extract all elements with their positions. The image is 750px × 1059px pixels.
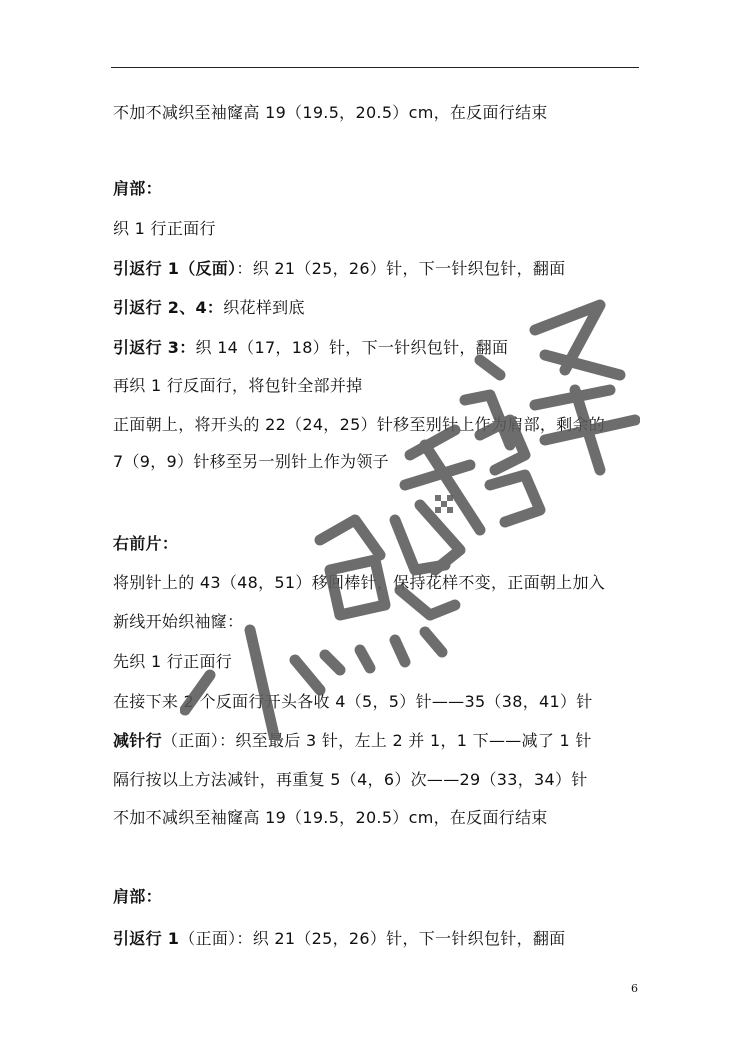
instruction-label: 引返行 3： bbox=[113, 338, 196, 357]
instruction-line: 引返行 2、4：织花样到底 bbox=[113, 298, 305, 317]
paragraph-line: 先织 1 行正面行 bbox=[113, 652, 233, 671]
instruction-line: 引返行 1（反面）：织 21（25，26）针，下一针织包针，翻面 bbox=[113, 259, 566, 278]
watermark-stroke bbox=[480, 360, 500, 375]
instruction-label: 引返行 1 bbox=[113, 929, 180, 948]
watermark-stroke bbox=[360, 650, 370, 668]
watermark-dot bbox=[435, 507, 441, 513]
watermark-stroke bbox=[545, 355, 620, 375]
instruction-line: 引返行 3：织 14（17，18）针，下一针织包针，翻面 bbox=[113, 338, 509, 357]
watermark-stroke bbox=[395, 520, 445, 570]
watermark-stroke bbox=[535, 390, 610, 405]
header-rule bbox=[111, 67, 639, 68]
page-number: 6 bbox=[631, 982, 638, 995]
paragraph-line: 不加不减织至袖窿高 19（19.5，20.5）cm，在反面行结束 bbox=[113, 103, 548, 122]
section-heading-right-front: 右前片： bbox=[113, 534, 179, 553]
section-heading-shoulder: 肩部： bbox=[113, 887, 162, 906]
paragraph-line: 在接下来 2 个反面行开头各收 4（5，5）针——35（38，41）针 bbox=[113, 692, 593, 711]
watermark-stroke bbox=[320, 520, 380, 555]
watermark-stroke bbox=[395, 640, 405, 662]
watermark-stroke bbox=[325, 655, 340, 670]
paragraph-line: 织 1 行正面行 bbox=[113, 219, 216, 238]
watermark-stroke bbox=[420, 505, 460, 570]
watermark-stroke bbox=[400, 590, 455, 615]
instruction-label: 引返行 2、4： bbox=[113, 298, 224, 317]
watermark-stroke bbox=[250, 630, 275, 740]
watermark-stroke bbox=[425, 445, 480, 530]
paragraph-line: 新线开始织袖窿： bbox=[113, 612, 244, 631]
instruction-label: 引返行 1（反面） bbox=[113, 259, 237, 278]
paragraph-line: 将别针上的 43（48，51）移回棒针，保持花样不变，正面朝上加入 bbox=[113, 573, 606, 592]
paragraph-line: 再织 1 行反面行，将包针全部并掉 bbox=[113, 376, 363, 395]
paragraph-line: 正面朝上，将开头的 22（24，25）针移至别针上作为肩部，剩余的 bbox=[113, 415, 606, 434]
watermark-dot bbox=[435, 495, 441, 501]
watermark-dot bbox=[447, 507, 453, 513]
section-heading-shoulder: 肩部： bbox=[113, 179, 162, 198]
instruction-line: 减针行（正面）：织至最后 3 针，左上 2 并 1，1 下——减了 1 针 bbox=[113, 731, 592, 750]
instruction-line: 引返行 1（正面）：织 21（25，26）针，下一针织包针，翻面 bbox=[113, 929, 566, 948]
paragraph-line: 隔行按以上方法减针，再重复 5（4，6）次——29（33，34）针 bbox=[113, 770, 588, 789]
instruction-label: 减针行 bbox=[113, 731, 162, 750]
watermark-stroke bbox=[295, 660, 320, 690]
paragraph-line: 7（9，9）针移至另一别针上作为领子 bbox=[113, 452, 389, 471]
paragraph-line: 不加不减织至袖窿高 19（19.5，20.5）cm，在反面行结束 bbox=[113, 808, 548, 827]
watermark-stroke bbox=[490, 475, 540, 522]
watermark-stroke bbox=[405, 465, 470, 485]
watermark-stroke bbox=[425, 632, 442, 652]
watermark-stroke bbox=[535, 305, 600, 370]
watermark-dot bbox=[447, 495, 453, 501]
watermark-dot bbox=[441, 501, 447, 507]
